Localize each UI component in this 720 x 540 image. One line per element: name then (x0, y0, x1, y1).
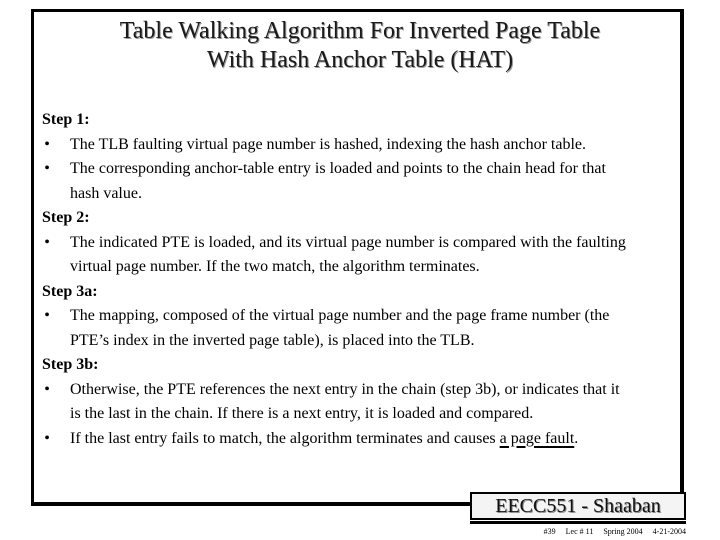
bullet-dot: • (44, 135, 50, 153)
bullet-dot: • (44, 160, 50, 177)
bullet-item (42, 157, 702, 206)
bullet-text (70, 427, 702, 452)
step-3b-heading: Step 3b: (42, 356, 99, 373)
bullet-text: virtual page number. If the two match, the algorithm terminates. (70, 258, 480, 275)
bullet-text-part: . (574, 429, 579, 447)
bullet-item (42, 378, 702, 427)
bullet-item (42, 427, 702, 452)
step-2-heading: Step 2: (42, 209, 90, 226)
bullet-dot: • (44, 429, 50, 447)
step-3a-heading: Step 3a: (42, 282, 98, 300)
course-brand-box: EECC551 - Shaaban (470, 492, 686, 520)
step-1-heading: Step 1: (42, 111, 90, 128)
bullet-text: hash value. (70, 184, 142, 202)
bullet-item (42, 133, 702, 158)
bullet-text-part: If the last entry fails to match, the algorithm terminates and causes (70, 429, 500, 447)
slide-number: #39 (543, 527, 556, 536)
bullet-dot: • (44, 380, 50, 398)
slide-title (40, 17, 680, 75)
bullet-text: The corresponding anchor-table entry is loaded and points to the chain head for that (70, 160, 606, 177)
date: 4-21-2004 (652, 527, 686, 536)
page-fault-text: a page fault (499, 429, 575, 447)
bullet-dot: • (44, 307, 50, 324)
bullet-item (42, 304, 702, 353)
bullet-item (42, 231, 702, 280)
slide-body (42, 108, 702, 451)
footer-meta (470, 527, 686, 537)
bullet-text: PTE’s index in the inverted page table), is placed into the TLB. (70, 331, 475, 349)
bullet-text: The indicated PTE is loaded, and its virtual page number is compared with the faulting (70, 233, 626, 251)
bullet-text: is the last in the chain. If there is a next entry, it is loaded and compared. (70, 405, 534, 422)
title-line-1: Table Walking Algorithm For Inverted Page Table (119, 18, 601, 44)
bullet-dot: • (44, 233, 50, 251)
lecture-number: Lec # 11 (565, 527, 594, 536)
title-line-2: With Hash Anchor Table (HAT) (206, 47, 514, 73)
bullet-text: Otherwise, the PTE references the next entry in the chain (step 3b), or indicates that it (70, 380, 620, 398)
footer-rule (470, 521, 686, 524)
term: Spring 2004 (603, 527, 643, 536)
bullet-text: The mapping, composed of the virtual page number and the page frame number (the (70, 307, 610, 324)
bullet-text: The TLB faulting virtual page number is hashed, indexing the hash anchor table. (70, 135, 587, 153)
